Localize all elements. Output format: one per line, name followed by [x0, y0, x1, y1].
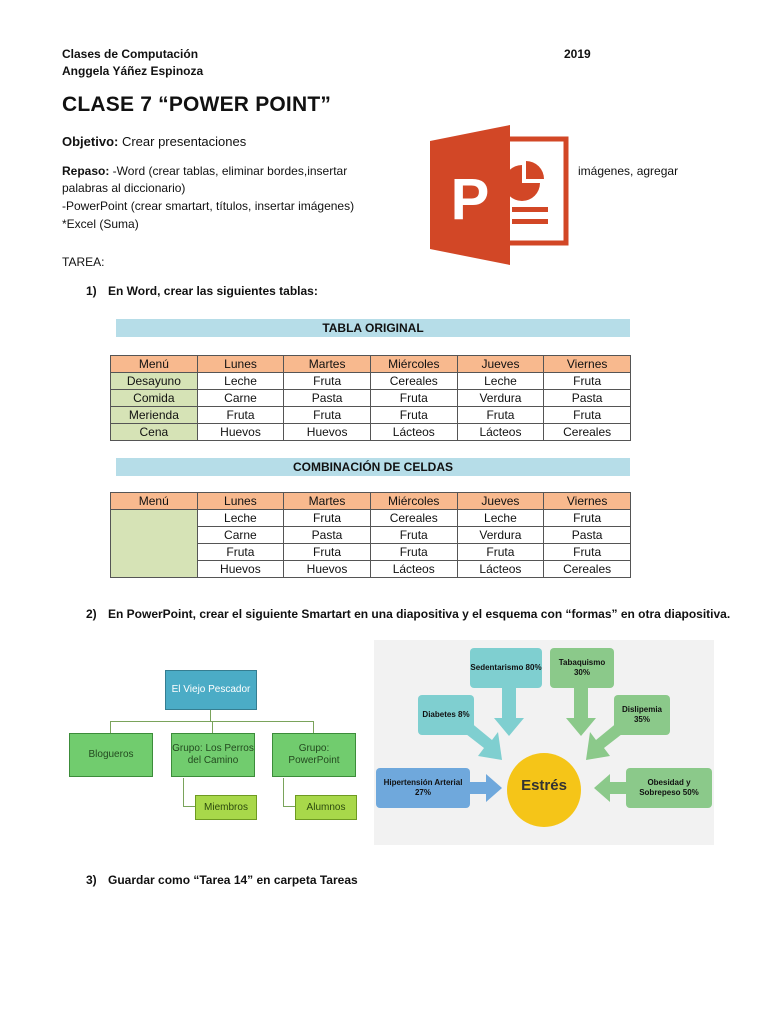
task-2-text: En PowerPoint, crear el siguiente Smartart en una diapositiva y el esquema con “formas” en otra diapositiva.: [108, 607, 731, 621]
table-header: Martes: [284, 356, 371, 373]
table-cell: Huevos: [197, 424, 284, 441]
table-cell: Leche: [457, 373, 544, 390]
table-cell: Fruta: [370, 544, 457, 561]
table-cell: Fruta: [284, 544, 371, 561]
objective-text: Crear presentaciones: [118, 134, 247, 149]
logo-letter: P: [450, 167, 490, 232]
table-1-title: TABLA ORIGINAL: [116, 319, 630, 337]
task-2-number: 2): [86, 607, 97, 621]
table-cell: Verdura: [457, 527, 544, 544]
table-cell: Pasta: [284, 527, 371, 544]
review-text-2: palabras al diccionario): [62, 181, 186, 195]
factor-sedentarismo: Sedentarismo 80%: [470, 648, 542, 688]
table-cell: Carne: [197, 390, 284, 407]
table-cell: Cereales: [544, 424, 631, 441]
table-cell: Fruta: [370, 407, 457, 424]
table-header: Lunes: [197, 493, 284, 510]
table-2-title: COMBINACIÓN DE CELDAS: [116, 458, 630, 476]
stress-center: Estrés: [521, 777, 567, 794]
table-cell: Fruta: [457, 407, 544, 424]
factor-obesidad: Obesidad y Sobrepeso 50%: [626, 768, 712, 808]
factor-dislipemia: Dislipemia 35%: [614, 695, 670, 735]
table-original: [110, 355, 631, 441]
table-cell: Leche: [457, 510, 544, 527]
course-name: Clases de Computación: [62, 47, 199, 61]
table-cell: Lácteos: [457, 424, 544, 441]
table-header: Viernes: [544, 356, 631, 373]
table-cell: Pasta: [544, 527, 631, 544]
task-1-number: 1): [86, 284, 97, 298]
table-cell: Fruta: [284, 510, 371, 527]
table-cell: Cereales: [544, 561, 631, 578]
table-merged: [110, 492, 631, 578]
table-cell: Fruta: [544, 373, 631, 390]
table-header: Menú: [111, 356, 198, 373]
table-header: Viernes: [544, 493, 631, 510]
table-header: Martes: [284, 493, 371, 510]
table-cell: Comida: [111, 390, 198, 407]
table-cell: Verdura: [457, 390, 544, 407]
table-cell: Pasta: [284, 390, 371, 407]
table-cell: Fruta: [370, 527, 457, 544]
table-cell: Desayuno: [111, 373, 198, 390]
table-cell: Fruta: [197, 407, 284, 424]
table-cell: Cereales: [370, 510, 457, 527]
arrows-icon: [374, 640, 714, 845]
merged-cell: [111, 510, 198, 578]
review-text-1-right: imágenes, agregar: [578, 164, 679, 178]
table-header: Miércoles: [370, 493, 457, 510]
review-text-3: -PowerPoint (crear smartart, títulos, insertar imágenes): [62, 199, 355, 213]
review-text-4: *Excel (Suma): [62, 217, 139, 231]
table-cell: Fruta: [284, 373, 371, 390]
powerpoint-logo-icon: [430, 125, 570, 265]
smartart-child: Blogueros: [69, 733, 153, 777]
task-1-text: En Word, crear las siguientes tablas:: [108, 284, 318, 298]
review-label: Repaso:: [62, 164, 110, 178]
factor-tabaquismo: Tabaquismo 30%: [550, 648, 614, 688]
table-cell: Huevos: [284, 424, 371, 441]
table-cell: Fruta: [544, 407, 631, 424]
factor-diabetes: Diabetes 8%: [418, 695, 474, 735]
review-text-1: -Word (crear tablas, eliminar bordes,insertar: [109, 164, 348, 178]
table-cell: Lácteos: [370, 424, 457, 441]
table-header: Menú: [111, 493, 198, 510]
table-cell: Leche: [197, 510, 284, 527]
year: 2019: [564, 47, 591, 61]
smartart-sub: Miembros: [195, 795, 257, 820]
table-cell: Carne: [197, 527, 284, 544]
smartart-child: Grupo: PowerPoint: [272, 733, 356, 777]
page-title: CLASE 7 “POWER POINT”: [62, 93, 332, 116]
table-cell: Fruta: [197, 544, 284, 561]
table-cell: Leche: [197, 373, 284, 390]
objective-label: Objetivo:: [62, 134, 119, 149]
table-cell: Pasta: [544, 390, 631, 407]
author-name: Anggela Yáñez Espinoza: [62, 64, 204, 78]
table-cell: Huevos: [197, 561, 284, 578]
table-cell: Huevos: [284, 561, 371, 578]
smartart-sub: Alumnos: [295, 795, 357, 820]
smartart-root: El Viejo Pescador: [165, 670, 257, 710]
table-header: Lunes: [197, 356, 284, 373]
table-cell: Cena: [111, 424, 198, 441]
objective: [62, 133, 246, 151]
table-cell: Merienda: [111, 407, 198, 424]
table-cell: Lácteos: [370, 561, 457, 578]
table-cell: Fruta: [457, 544, 544, 561]
factor-hipertension: Hipertensión Arterial 27%: [376, 768, 470, 808]
smartart-child: Grupo: Los Perros del Camino: [171, 733, 255, 777]
task-3-number: 3): [86, 873, 97, 887]
table-cell: Fruta: [284, 407, 371, 424]
table-header: Jueves: [457, 493, 544, 510]
table-cell: Fruta: [544, 544, 631, 561]
homework-label: TAREA:: [62, 255, 105, 269]
table-header: Jueves: [457, 356, 544, 373]
task-3-text: Guardar como “Tarea 14” en carpeta Tareas: [108, 873, 358, 887]
table-cell: Fruta: [544, 510, 631, 527]
table-cell: Cereales: [370, 373, 457, 390]
table-cell: Lácteos: [457, 561, 544, 578]
review-line-1: [62, 163, 347, 180]
table-header: Miércoles: [370, 356, 457, 373]
table-cell: Fruta: [370, 390, 457, 407]
